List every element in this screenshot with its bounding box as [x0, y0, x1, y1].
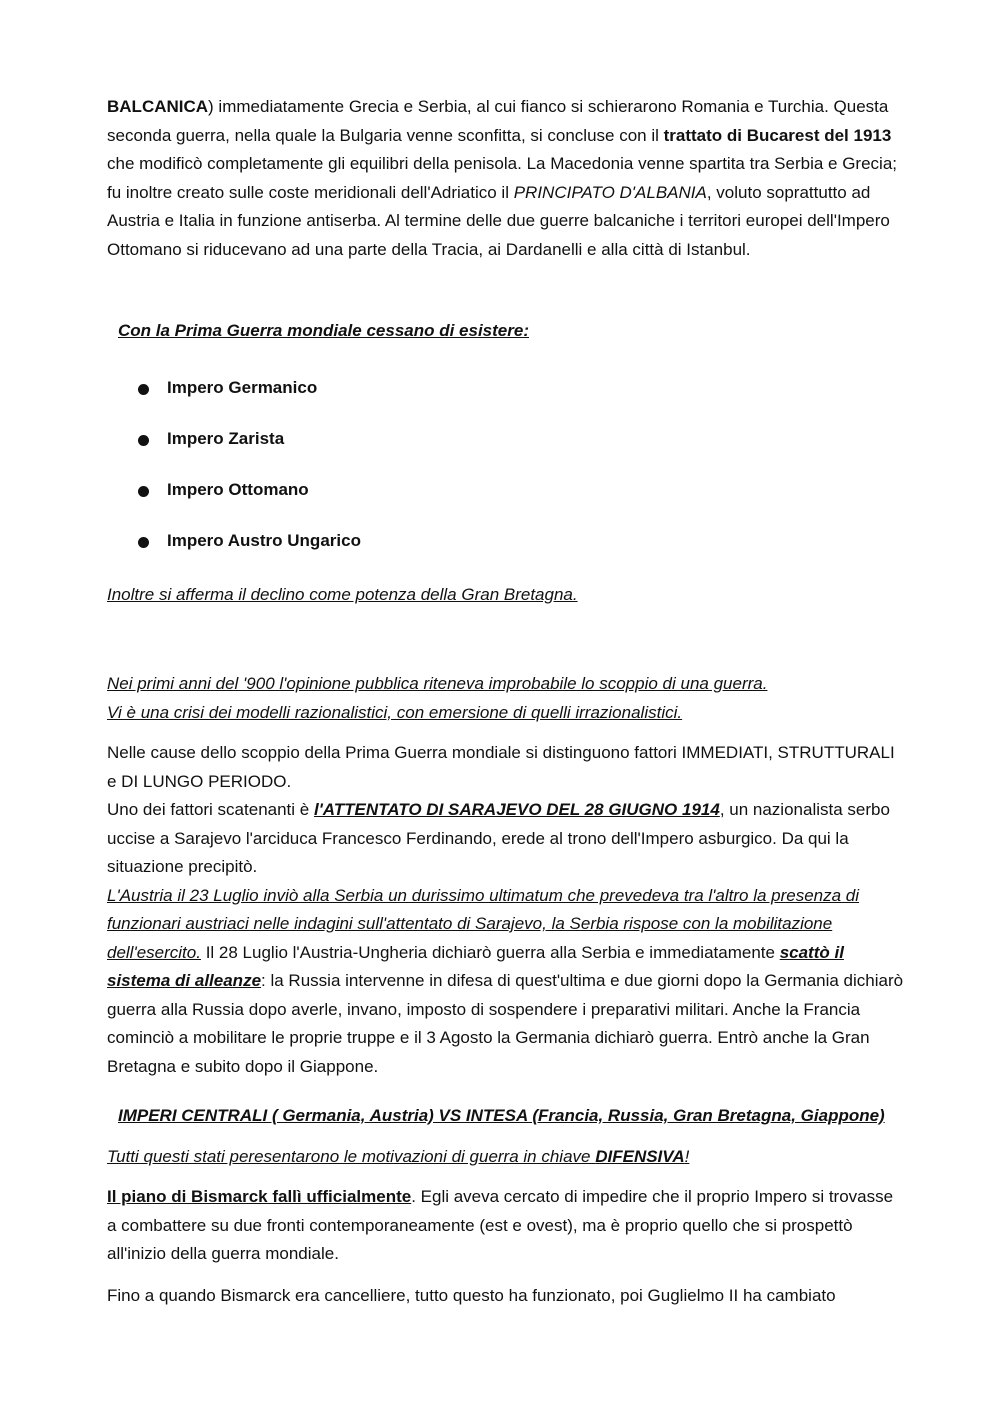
balkan-text-3: , voluto soprattutto ad Austria e Italia in funzione antiserba. Al termine delle due guerre balcaniche i territori europei dell'Impero Ottomano si riducevano ad una parte della Tracia, ai Dardanelli e alla città di Istanbul.: [107, 182, 890, 259]
balkan-text-2: che modificò completamente gli equilibri della penisola. La Macedonia venne spartita tra Serbia e Grecia; fu inoltre creato sulle coste meridionali dell'Adriatico il: [107, 154, 897, 202]
decline-line: Inoltre si afferma il declino come potenza della Gran Bretagna.: [107, 585, 578, 604]
causes-paragraph: [107, 739, 907, 1081]
bismarck-plan-text: Il piano di Bismarck fallì ufficialmente: [107, 1187, 412, 1206]
causes-text-1: Nelle cause dello scoppio della Prima Guerra mondiale si distinguono fattori IMMEDIATI, STRUTTURALI e DI LUNGO PERIODO.: [107, 743, 895, 791]
causes-text-4: Il 28 Luglio l'Austria-Ungheria dichiarò guerra alla Serbia e immediatamente: [200, 942, 780, 962]
balcanica-text: BALCANICA: [107, 97, 209, 116]
balkan-text-1: ) immediatamente Grecia e Serbia, al cui fianco si schierarono Romania e Turchia. Questa seconda guerra, nella quale la Bulgaria venne sconfitta, si concluse con il: [107, 97, 889, 145]
bullet-icon: [138, 486, 149, 497]
empire-name: Impero Austro Ungarico: [167, 530, 361, 550]
alliances-heading: IMPERI CENTRALI ( Germania, Austria) VS INTESA (Francia, Russia, Gran Bretagna, Giappone): [118, 1106, 885, 1125]
list-item: [138, 515, 361, 566]
list-item: [138, 464, 361, 515]
treaty-bucarest-text: trattato di Bucarest del 1913: [663, 125, 892, 145]
opinion-paragraph: [107, 670, 907, 727]
opinion-line-2: Vi è una crisi dei modelli razionalistici, con emersione di quelli irrazionalistici.: [107, 702, 683, 722]
defensive-exclamation: !: [684, 1147, 690, 1166]
causes-text-3: , un nazionalista serbo uccise a Sarajevo l'arciduca Francesco Ferdinando, erede al trono dell'Impero asburgico. Da qui la situazione precipitò.: [107, 800, 890, 876]
alliance-system-text: scattò il sistema di alleanze: [107, 942, 844, 990]
opinion-line-1: Nei primi anni del '900 l'opinione pubblica riteneva improbabile lo scoppio di una guerra.: [107, 674, 768, 693]
bullet-icon: [138, 537, 149, 548]
empire-name: Impero Germanico: [167, 377, 318, 397]
defensive-keyword: DIFENSIVA: [595, 1147, 685, 1166]
paragraph-balkan-wars: [107, 93, 907, 264]
last-line: Fino a quando Bismarck era cancelliere, tutto questo ha funzionato, poi Guglielmo II ha cambiato: [107, 1286, 836, 1305]
empire-name: Impero Ottomano: [167, 479, 309, 499]
sarajevo-attack-text: l'ATTENTATO DI SARAJEVO DEL 28 GIUGNO 1914: [313, 800, 720, 819]
bismarck-paragraph: [107, 1183, 907, 1269]
list-item: [138, 362, 361, 413]
ultimatum-text: L'Austria il 23 Luglio inviò alla Serbia un durissimo ultimatum che prevedeva tra l'altro la presenza di funzionari austriaci nelle indagini sull'attentato di Sarajevo, la Serbia rispose con la mobilitazione dell'esercito.: [107, 885, 860, 962]
causes-text-5: : la Russia intervenne in difesa di quest'ultima e due giorni dopo la Germania dichiarò guerra alla Russia dopo averle, invano, imposto di sospendere i preparativi militari. Anche la Francia cominciò a mobilitare le proprie truppe e il 3 Agosto la Germania dichiarò guerra. Entrò anche la Gran Bretagna e subito dopo il Giappone.: [107, 971, 904, 1076]
defensive-text: Tutti questi stati peresentarono le motivazioni di guerra in chiave: [107, 1147, 596, 1166]
empire-name: Impero Zarista: [167, 428, 285, 448]
defensive-line: [107, 1143, 907, 1172]
empires-list: [138, 362, 361, 566]
causes-text-2: Uno dei fattori scatenanti è: [107, 800, 314, 819]
empires-heading: Con la Prima Guerra mondiale cessano di esistere:: [118, 321, 529, 340]
albania-principality-text: PRINCIPATO D'ALBANIA: [513, 182, 707, 202]
bullet-icon: [138, 435, 149, 446]
list-item: [138, 413, 361, 464]
bullet-icon: [138, 384, 149, 395]
bismarck-text: . Egli aveva cercato di impedire che il proprio Impero si trovasse a combattere su due fronti contemporaneamente (est e ovest), ma è proprio quello che si prospettò all'inizio della guerra mondiale.: [107, 1187, 894, 1263]
